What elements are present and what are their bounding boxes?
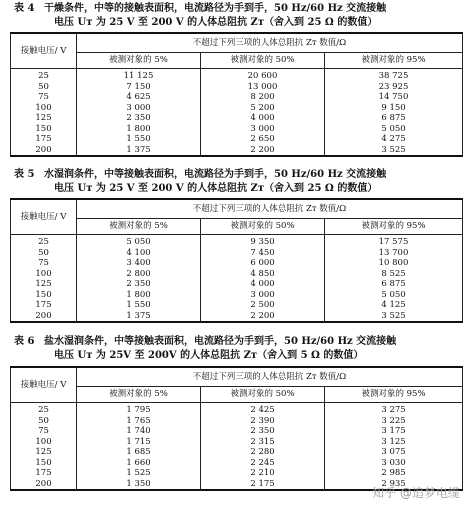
value-cell: 1 375 bbox=[77, 311, 201, 323]
value-cell: 4 000 bbox=[201, 113, 325, 124]
table-row bbox=[11, 279, 463, 290]
pct-5-header: 被测对象的 5% bbox=[77, 387, 201, 403]
voltage-cell: 175 bbox=[11, 468, 77, 479]
value-cell: 3 400 bbox=[77, 258, 201, 269]
voltage-cell: 175 bbox=[11, 300, 77, 311]
value-cell: 3 225 bbox=[325, 416, 463, 427]
table-row bbox=[11, 258, 463, 269]
value-cell: 1 765 bbox=[77, 416, 201, 427]
pct-95-header: 被测对象的 95% bbox=[325, 53, 463, 69]
table-row bbox=[11, 92, 463, 103]
value-cell: 8 200 bbox=[201, 92, 325, 103]
table-4-caption bbox=[14, 2, 458, 30]
value-cell: 3 525 bbox=[325, 145, 463, 157]
table-row bbox=[11, 437, 463, 448]
voltage-cell: 75 bbox=[11, 426, 77, 437]
value-cell: 1 795 bbox=[77, 403, 201, 416]
table-label: 表 5 bbox=[14, 169, 35, 180]
value-cell: 3 075 bbox=[325, 447, 463, 458]
table-label: 表 4 bbox=[14, 3, 35, 14]
table-5 bbox=[10, 198, 463, 323]
value-cell: 2 210 bbox=[201, 468, 325, 479]
value-cell: 2 245 bbox=[201, 458, 325, 469]
voltage-cell: 100 bbox=[11, 103, 77, 114]
voltage-cell: 25 bbox=[11, 403, 77, 416]
table-row bbox=[11, 447, 463, 458]
voltage-cell: 150 bbox=[11, 290, 77, 301]
caption-line-1: 盐水湿润条件，中等接触表面积，电流路径为手到手，50 Hz/60 Hz 交流接触 bbox=[44, 336, 397, 347]
value-cell: 1 350 bbox=[77, 479, 201, 491]
value-cell: 5 200 bbox=[201, 103, 325, 114]
value-cell: 2 350 bbox=[201, 426, 325, 437]
table-row bbox=[11, 134, 463, 145]
table-row bbox=[11, 269, 463, 280]
value-cell: 3 000 bbox=[201, 290, 325, 301]
voltage-cell: 200 bbox=[11, 145, 77, 157]
table-label: 表 6 bbox=[14, 336, 35, 347]
value-cell: 3 275 bbox=[325, 403, 463, 416]
table-row bbox=[11, 113, 463, 124]
caption-line-2: 电压 Uт 为 25 V 至 200 V 的人体总阻抗 Zт（舍入到 25 Ω 的数值） bbox=[54, 17, 378, 28]
impedance-group-header: 不超过下列三项的人体总阻抗 Zт 数值/Ω bbox=[77, 367, 463, 387]
value-cell: 1 800 bbox=[77, 290, 201, 301]
voltage-cell: 200 bbox=[11, 479, 77, 491]
impedance-group-header: 不超过下列三项的人体总阻抗 Zт 数值/Ω bbox=[77, 33, 463, 53]
voltage-cell: 100 bbox=[11, 269, 77, 280]
value-cell: 2 935 bbox=[325, 479, 463, 491]
voltage-cell: 150 bbox=[11, 458, 77, 469]
voltage-cell: 125 bbox=[11, 447, 77, 458]
value-cell: 23 925 bbox=[325, 82, 463, 93]
value-cell: 6 875 bbox=[325, 279, 463, 290]
table-row bbox=[11, 82, 463, 93]
voltage-cell: 75 bbox=[11, 258, 77, 269]
value-cell: 10 800 bbox=[325, 258, 463, 269]
value-cell: 5 050 bbox=[325, 290, 463, 301]
value-cell: 3 175 bbox=[325, 426, 463, 437]
table-row bbox=[11, 145, 463, 157]
caption-line-1: 干燥条件，中等的接触表面积，电流路径为手到手，50 Hz/60 Hz 交流接触 bbox=[44, 3, 387, 14]
value-cell: 1 550 bbox=[77, 134, 201, 145]
value-cell: 5 050 bbox=[325, 124, 463, 135]
value-cell: 4 625 bbox=[77, 92, 201, 103]
value-cell: 2 425 bbox=[201, 403, 325, 416]
voltage-header: 接触电压/ V bbox=[11, 367, 77, 403]
pct-95-header: 被测对象的 95% bbox=[325, 219, 463, 235]
voltage-header: 接触电压/ V bbox=[11, 33, 77, 69]
caption-line-2: 电压 Uт 为 25 V 至 200 V 的人体总阻抗 Zт（舍入到 25 Ω 的数值） bbox=[54, 183, 378, 194]
value-cell: 4 100 bbox=[77, 248, 201, 259]
voltage-cell: 175 bbox=[11, 134, 77, 145]
pct-95-header: 被测对象的 95% bbox=[325, 387, 463, 403]
table-row bbox=[11, 458, 463, 469]
table-row bbox=[11, 235, 463, 248]
voltage-cell: 200 bbox=[11, 311, 77, 323]
value-cell: 7 450 bbox=[201, 248, 325, 259]
voltage-cell: 50 bbox=[11, 416, 77, 427]
value-cell: 8 525 bbox=[325, 269, 463, 280]
value-cell: 1 715 bbox=[77, 437, 201, 448]
table-4 bbox=[10, 32, 463, 157]
table-5-caption bbox=[14, 168, 458, 196]
value-cell: 3 525 bbox=[325, 311, 463, 323]
value-cell: 3 000 bbox=[201, 124, 325, 135]
value-cell: 2 500 bbox=[201, 300, 325, 311]
value-cell: 2 175 bbox=[201, 479, 325, 491]
table-row bbox=[11, 426, 463, 437]
table-row bbox=[11, 290, 463, 301]
value-cell: 6 000 bbox=[201, 258, 325, 269]
table-row bbox=[11, 103, 463, 114]
table-row bbox=[11, 300, 463, 311]
value-cell: 1 740 bbox=[77, 426, 201, 437]
table-row bbox=[11, 124, 463, 135]
value-cell: 6 875 bbox=[325, 113, 463, 124]
value-cell: 2 985 bbox=[325, 468, 463, 479]
value-cell: 11 125 bbox=[77, 69, 201, 82]
value-cell: 4 000 bbox=[201, 279, 325, 290]
pct-50-header: 被测对象的 50% bbox=[201, 387, 325, 403]
voltage-header: 接触电压/ V bbox=[11, 199, 77, 235]
value-cell: 3 030 bbox=[325, 458, 463, 469]
value-cell: 4 275 bbox=[325, 134, 463, 145]
table-row bbox=[11, 468, 463, 479]
pct-50-header: 被测对象的 50% bbox=[201, 53, 325, 69]
value-cell: 2 800 bbox=[77, 269, 201, 280]
pct-5-header: 被测对象的 5% bbox=[77, 219, 201, 235]
table-6 bbox=[10, 366, 463, 491]
voltage-cell: 25 bbox=[11, 235, 77, 248]
table-6-caption bbox=[14, 335, 458, 363]
caption-line-2: 电压 Uт 为 25V 至 200V 的人体总阻抗 Zт（舍入到 5 Ω 的数值） bbox=[54, 350, 364, 361]
value-cell: 2 280 bbox=[201, 447, 325, 458]
value-cell: 38 725 bbox=[325, 69, 463, 82]
value-cell: 17 575 bbox=[325, 235, 463, 248]
value-cell: 2 650 bbox=[201, 134, 325, 145]
value-cell: 1 800 bbox=[77, 124, 201, 135]
value-cell: 14 750 bbox=[325, 92, 463, 103]
value-cell: 2 315 bbox=[201, 437, 325, 448]
value-cell: 13 000 bbox=[201, 82, 325, 93]
voltage-cell: 150 bbox=[11, 124, 77, 135]
value-cell: 2 350 bbox=[77, 113, 201, 124]
voltage-cell: 50 bbox=[11, 82, 77, 93]
value-cell: 1 525 bbox=[77, 468, 201, 479]
value-cell: 1 375 bbox=[77, 145, 201, 157]
pct-5-header: 被测对象的 5% bbox=[77, 53, 201, 69]
value-cell: 5 050 bbox=[77, 235, 201, 248]
value-cell: 3 000 bbox=[77, 103, 201, 114]
value-cell: 20 600 bbox=[201, 69, 325, 82]
voltage-cell: 75 bbox=[11, 92, 77, 103]
voltage-cell: 125 bbox=[11, 279, 77, 290]
table-row bbox=[11, 248, 463, 259]
table-row bbox=[11, 403, 463, 416]
value-cell: 4 850 bbox=[201, 269, 325, 280]
value-cell: 9 350 bbox=[201, 235, 325, 248]
watermark-text: 知乎 @追梦电缆 bbox=[372, 486, 460, 500]
table-row bbox=[11, 311, 463, 323]
value-cell: 1 660 bbox=[77, 458, 201, 469]
value-cell: 7 150 bbox=[77, 82, 201, 93]
value-cell: 1 685 bbox=[77, 447, 201, 458]
caption-line-1: 水湿润条件，中等接触表面积，电流路径为手到手，50 Hz/60 Hz 交流接触 bbox=[44, 169, 387, 180]
impedance-group-header: 不超过下列三项的人体总阻抗 Zт 数值/Ω bbox=[77, 199, 463, 219]
value-cell: 3 125 bbox=[325, 437, 463, 448]
value-cell: 2 200 bbox=[201, 145, 325, 157]
voltage-cell: 25 bbox=[11, 69, 77, 82]
value-cell: 2 350 bbox=[77, 279, 201, 290]
value-cell: 2 390 bbox=[201, 416, 325, 427]
value-cell: 4 125 bbox=[325, 300, 463, 311]
pct-50-header: 被测对象的 50% bbox=[201, 219, 325, 235]
value-cell: 13 700 bbox=[325, 248, 463, 259]
table-row bbox=[11, 416, 463, 427]
voltage-cell: 125 bbox=[11, 113, 77, 124]
value-cell: 9 150 bbox=[325, 103, 463, 114]
voltage-cell: 100 bbox=[11, 437, 77, 448]
value-cell: 1 550 bbox=[77, 300, 201, 311]
voltage-cell: 50 bbox=[11, 248, 77, 259]
value-cell: 2 200 bbox=[201, 311, 325, 323]
table-row bbox=[11, 69, 463, 82]
